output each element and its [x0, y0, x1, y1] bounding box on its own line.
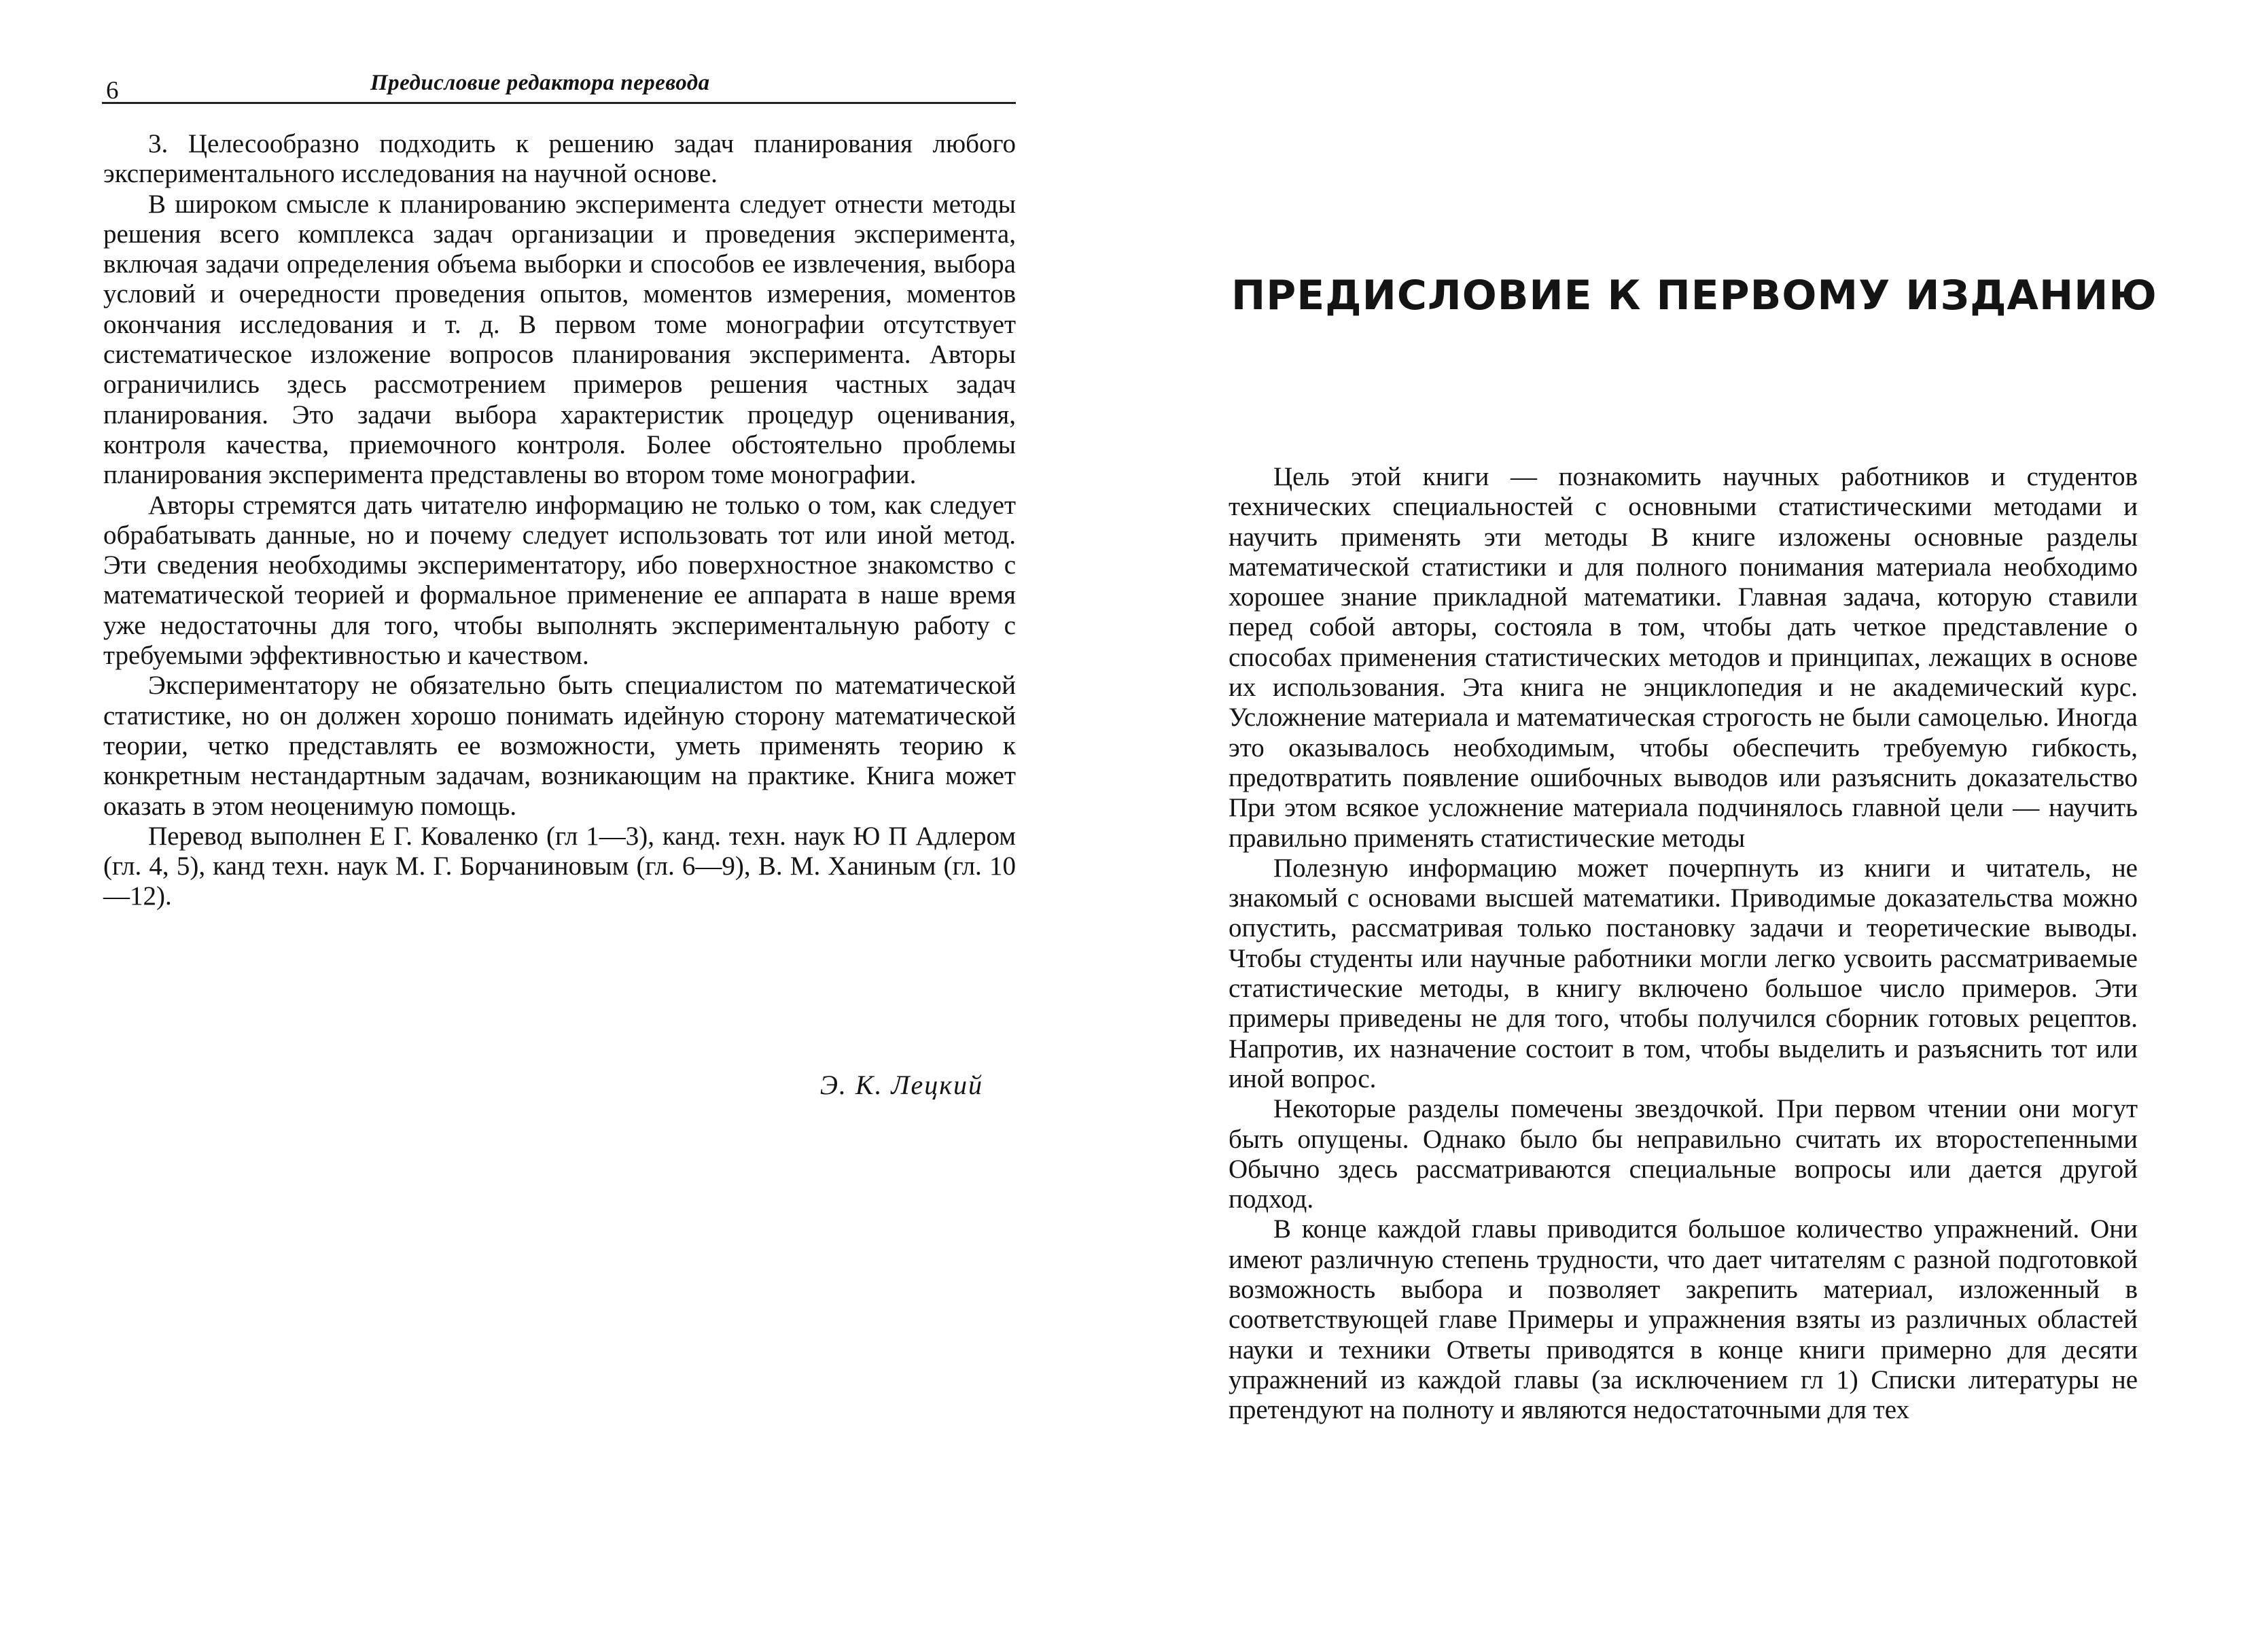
editor-signature: Э. К. Лецкий — [819, 1070, 983, 1100]
paragraph: Некоторые разделы помечены звездочкой. При первом чтении они могут быть опущены. Однако было бы неправильно считать их второстепенными Обычно здесь рассматриваются специальные вопросы или дается другой подход. — [1229, 1094, 2138, 1214]
right-body-text — [1229, 462, 2138, 1426]
chapter-title: ПРЕДИСЛОВИЕ К ПЕРВОМУ ИЗДАНИЮ — [1231, 272, 2157, 319]
paragraph: 3. Целесообразно подходить к решению задач планирования любого экспериментального исследования на научной основе. — [103, 129, 1016, 189]
paragraph: Полезную информацию может почерпнуть из книги и читатель, не знакомый с основами высшей математики. Приводимые доказательства можно опустить, рассматривая только постановку задачи и теоретические выводы. Чтобы студенты или научные работники могли легко усвоить рассматриваемые статистические методы, в книгу включено большое число примеров. Эти примеры приведены не для того, чтобы получился сборник готовых рецептов. Напротив, их назначение состоит в том, чтобы выделить и разъяснить тот или иной вопрос. — [1229, 853, 2138, 1093]
running-title: Предисловие редактора перевода — [370, 71, 710, 95]
running-header — [102, 67, 1016, 104]
paragraph: Перевод выполнен Е Г. Коваленко (гл 1—3), канд. техн. наук Ю П Адлером (гл. 4, 5), канд техн. наук М. Г. Борчаниновым (гл. 6—9), В. М. Ханиным (гл. 10—12). — [103, 821, 1016, 911]
paragraph: Авторы стремятся дать читателю информацию не только о том, как следует обрабатывать данные, но и почему следует использовать тот или иной метод. Эти сведения необходимы экспериментатору, ибо поверхностное знакомство с математической теорией и формальное применение ее аппарата в наше время уже недостаточны для того, чтобы выполнять экспериментальную работу с требуемыми эффективностью и качеством. — [103, 490, 1016, 671]
paragraph: Экспериментатору не обязательно быть специалистом по математической статистике, но он должен хорошо понимать идейную сторону математической теории, четко представлять ее возможности, уметь применять теорию к конкретным нестандартным задачам, возникающим на практике. Книга может оказать в этом неоценимую помощь. — [103, 671, 1016, 821]
paragraph: Цель этой книги — познакомить научных работников и студентов технических специальностей с основными статистическими методами и научить применять эти методы В книге изложены основные разделы математической статистики и для полного понимания материала необходимо хорошее знание прикладной математики. Главная задача, которую ставили перед собой авторы, состояла в том, чтобы дать четкое представление о способах применения статистических методов и принципах, лежащих в основе их использования. Эта книга не энциклопедия и не академический курс. Усложнение материала и математическая строгость не были самоцелью. Иногда это оказывалось необходимым, чтобы обеспечить требуемую гибкость, предотвратить появление ошибочных выводов или разъяснить доказательство При этом всякое усложнение материала подчинялось главной цели — научить правильно применять статистические методы — [1229, 462, 2138, 853]
paragraph: В широком смысле к планированию эксперимента следует отнести методы решения всего комплекса задач организации и проведения эксперимента, включая задачи определения объема выборки и способов ее извлечения, выбора условий и очередности проведения опытов, моментов измерения, моментов окончания исследования и т. д. В первом томе монографии отсутствует систематическое изложение вопросов планирования эксперимента. Авторы ограничились здесь рассмотрением примеров решения частных задач планирования. Это задачи выбора характеристик процедур оценивания, контроля качества, приемочного контроля. Более обстоятельно проблемы планирования эксперимента представлены во втором томе монографии. — [103, 189, 1016, 490]
page-number: 6 — [106, 77, 119, 105]
paragraph: В конце каждой главы приводится большое количество упражнений. Они имеют различную степень трудности, что дает читателям с разной подготовкой возможность выбора и позволяет закрепить материал, изложенный в соответствующей главе Примеры и упражнения взяты из различных областей науки и техники Ответы приводятся в конце книги примерно для десяти упражнений из каждой главы (за исключением гл 1) Списки литературы не претендуют на полноту и являются недостаточными для тех — [1229, 1214, 2138, 1425]
left-body-text — [103, 129, 1016, 912]
